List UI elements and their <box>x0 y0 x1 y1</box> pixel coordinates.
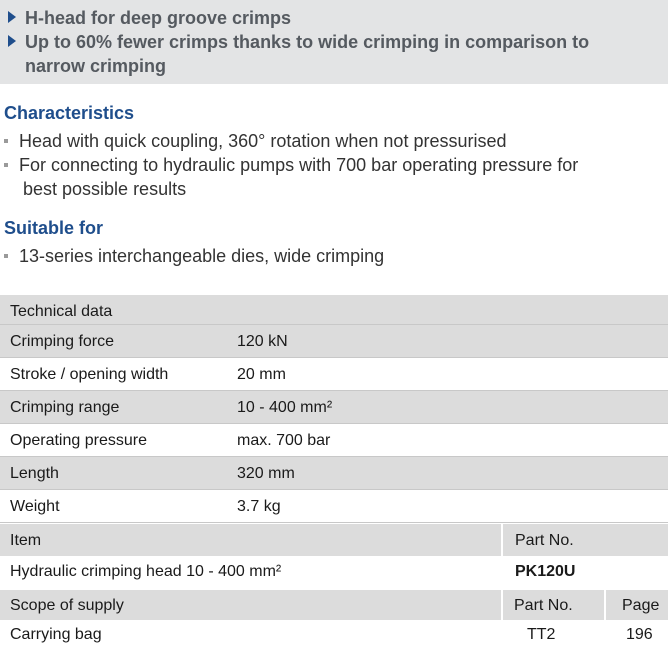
supply-table-header <box>0 590 668 620</box>
table-row <box>0 620 668 646</box>
column-divider <box>604 590 606 620</box>
table-row <box>0 325 668 358</box>
table-row <box>0 490 668 523</box>
part-no-header-label: Part No. <box>514 597 573 614</box>
characteristics-text: Head with quick coupling, 360° rotation when not pressurised <box>19 131 507 151</box>
page-header-label: Page <box>622 597 660 614</box>
item-header-label: Item <box>10 532 42 549</box>
supply-part-number: TT2 <box>527 626 556 643</box>
spec-value: max. 700 bar <box>237 432 331 449</box>
highlight-text: H-head for deep groove crimps <box>25 8 292 28</box>
spec-label: Crimping force <box>10 333 115 350</box>
spec-value: 320 mm <box>237 465 295 482</box>
highlight-item <box>8 30 648 78</box>
column-divider <box>501 524 503 556</box>
highlight-item <box>8 6 648 30</box>
characteristics-text: For connecting to hydraulic pumps with 700 bar operating pressure for <box>19 155 579 175</box>
square-bullet-icon <box>4 139 8 143</box>
highlight-text-continued: narrow crimping <box>25 56 167 76</box>
table-row <box>0 391 668 424</box>
technical-data-header <box>0 295 668 325</box>
square-bullet-icon <box>4 254 8 258</box>
table-row <box>0 424 668 457</box>
highlight-text: Up to 60% fewer crimps thanks to wide crimping in comparison to <box>25 32 590 52</box>
spec-label: Stroke / opening width <box>10 366 169 383</box>
part-number: PK120U <box>515 563 576 580</box>
triangle-bullet-icon <box>8 35 16 47</box>
supply-item-name: Carrying bag <box>10 626 102 643</box>
suitable-for-item <box>4 244 644 268</box>
spec-label: Crimping range <box>10 399 120 416</box>
table-row <box>0 457 668 490</box>
characteristics-item <box>4 153 644 201</box>
column-divider <box>501 590 503 620</box>
technical-data-header-label: Technical data <box>10 303 113 320</box>
suitable-for-text: 13-series interchangeable dies, wide crimping <box>19 246 385 266</box>
item-table-header <box>0 524 668 556</box>
square-bullet-icon <box>4 163 8 167</box>
table-row <box>0 556 668 590</box>
spec-value: 3.7 kg <box>237 498 281 515</box>
suitable-for-title: Suitable for <box>4 218 104 238</box>
spec-label: Length <box>10 465 59 482</box>
spec-label: Weight <box>10 498 60 515</box>
part-no-header-label: Part No. <box>515 532 574 549</box>
supply-page-number: 196 <box>626 626 653 643</box>
spec-value: 120 kN <box>237 333 288 350</box>
spec-label: Operating pressure <box>10 432 147 449</box>
spec-value: 10 - 400 mm² <box>237 399 333 416</box>
spec-value: 20 mm <box>237 366 286 383</box>
characteristics-title: Characteristics <box>4 103 135 123</box>
item-name: Hydraulic crimping head 10 - 400 mm² <box>10 563 282 580</box>
scope-header-label: Scope of supply <box>10 597 124 614</box>
characteristics-item <box>4 129 644 153</box>
highlights-panel <box>0 0 668 84</box>
triangle-bullet-icon <box>8 11 16 23</box>
table-row <box>0 358 668 391</box>
characteristics-text-continued: best possible results <box>23 179 187 199</box>
